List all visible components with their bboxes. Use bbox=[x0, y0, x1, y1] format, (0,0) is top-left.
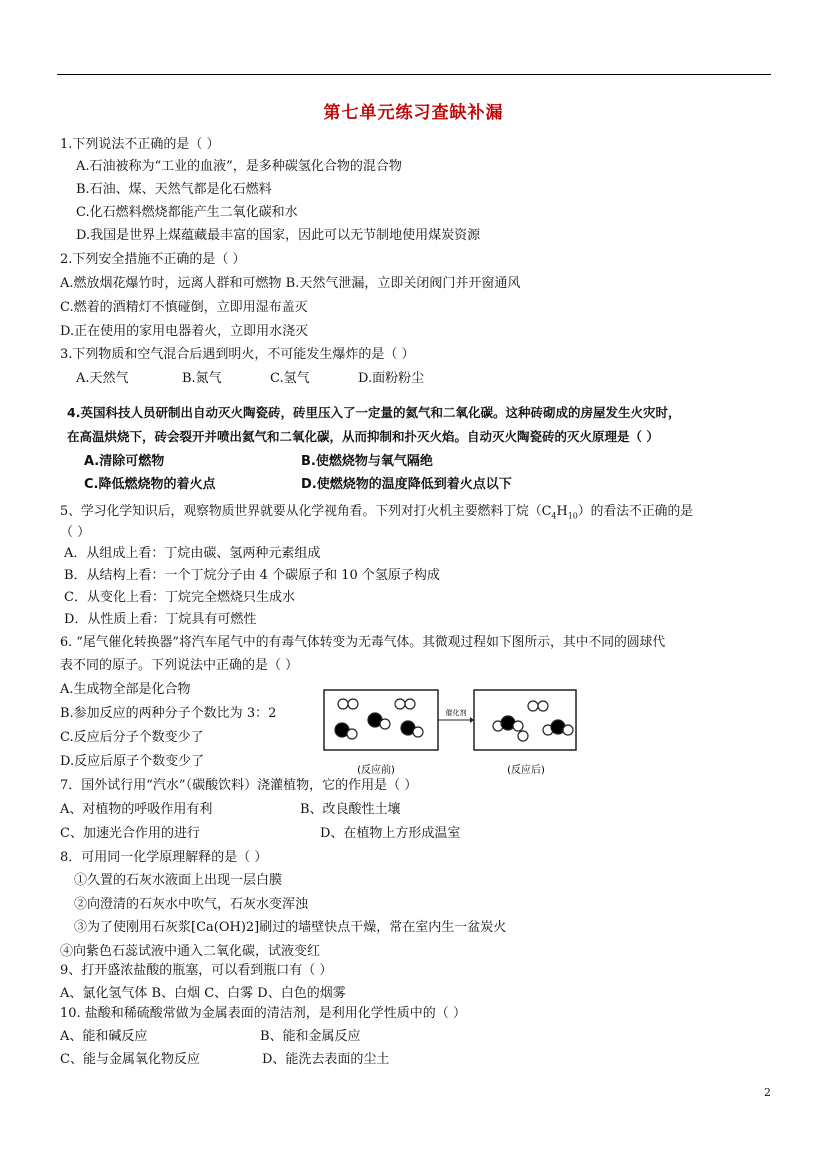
q1-option-b: B.石油、煤、天然气都是化石燃料 bbox=[76, 182, 272, 197]
q5-stem-pre: 5、学习化学知识后，观察物质世界就要从化学视角看。下列对打火机主要燃料丁烷（C bbox=[60, 504, 552, 519]
q10-option-a: A、能和碱反应 bbox=[60, 1029, 148, 1044]
q10-option-b: B、能和金属反应 bbox=[260, 1029, 361, 1044]
q4-option-a: A.清除可燃物 bbox=[84, 454, 165, 469]
q10-option-c: C、能与金属氧化物反应 bbox=[60, 1052, 200, 1067]
q7-stem: 7．国外试行用“汽水”（碳酸饮料）浇灌植物，它的作用是（ ） bbox=[60, 778, 418, 793]
q3-option-a: A.天然气 bbox=[76, 371, 129, 386]
q2-option-d: D.正在使用的家用电器着火，立即用水浇灭 bbox=[60, 324, 309, 339]
q3-option-b: B.氮气 bbox=[182, 371, 222, 386]
q7-option-a: A、对植物的呼吸作用有利 bbox=[60, 802, 213, 817]
reaction-diagram bbox=[320, 686, 582, 778]
page-title: 第七单元练习查缺补漏 bbox=[323, 103, 504, 123]
q9-stem: 9、打开盛浓盐酸的瓶塞，可以看到瓶口有（ ） bbox=[60, 963, 333, 978]
q4-option-d: D.使燃烧物的温度降低到着火点以下 bbox=[301, 477, 512, 492]
q9-options: A、氯化氢气体 B、白烟 C、白雾 D、白色的烟雾 bbox=[60, 986, 346, 1001]
q6-stem-line1: 6. “尾气催化转换器”将汽车尾气中的有毒气体转变为无毒气体。其微观过程如下图所示，其中不同的圆球代 bbox=[60, 635, 666, 650]
q2-stem: 2.下列安全措施不正确的是（ ） bbox=[60, 252, 246, 267]
q5-option-a: A．从组成上看：丁烷由碳、氢两种元素组成 bbox=[64, 546, 321, 561]
q1-option-a: A.石油被称为“工业的血液”，是多种碳氢化合物的混合物 bbox=[76, 159, 402, 174]
q8-item-3: ③为了使刚用石灰浆[Ca(OH)2]刷过的墙壁快点干燥，常在室内生一盆炭火 bbox=[74, 920, 507, 935]
q10-option-d: D、能洗去表面的尘土 bbox=[262, 1052, 390, 1067]
page-number: 2 bbox=[764, 1086, 771, 1099]
q3-option-d: D.面粉粉尘 bbox=[358, 371, 425, 386]
q6-option-a: A.生成物全部是化合物 bbox=[60, 682, 191, 697]
q6-option-b: B.参加反应的两种分子个数比为 3：2 bbox=[60, 706, 277, 721]
q2-option-c: C.燃着的酒精灯不慎碰倒，立即用湿布盖灭 bbox=[60, 300, 308, 315]
q5-stem-h: H bbox=[556, 504, 568, 519]
q4-stem-line1: 4.英国科技人员研制出自动灭火陶瓷砖，砖里压入了一定量的氦气和二氧化碳。这种砖砌成的房屋发生火灾时， bbox=[67, 405, 681, 420]
q3-option-c: C.氢气 bbox=[270, 371, 310, 386]
q5-sub-4: 4 bbox=[551, 511, 557, 521]
q6-stem-line2: 表不同的原子。下列说法中正确的是（ ） bbox=[60, 658, 299, 673]
before-caption: (反应前) bbox=[357, 765, 395, 776]
q5-option-c: C．从变化上看：丁烷完全燃烧只生成水 bbox=[64, 590, 295, 605]
q8-item-2: ②向澄清的石灰水中吹气，石灰水变浑浊 bbox=[74, 897, 309, 912]
q5-sub-10: 10 bbox=[567, 511, 578, 521]
q5-option-b: B．从结构上看：一个丁烷分子由 4 个碳原子和 10 个氢原子构成 bbox=[64, 568, 440, 583]
q8-item-4: ④向紫色石蕊试液中通入二氧化碳，试液变红 bbox=[60, 944, 321, 959]
q7-option-b: B、改良酸性土壤 bbox=[300, 802, 401, 817]
q4-option-b: B.使燃烧物与氧气隔绝 bbox=[301, 454, 433, 469]
q4-option-c: C.降低燃烧物的着火点 bbox=[84, 477, 216, 492]
q4-stem-line2: 在高温烘烧下，砖会裂开并喷出氦气和二氧化碳，从而抑制和扑灭火焰。自动灭火陶瓷砖的灭火原理是（ ） bbox=[67, 429, 659, 444]
q6-option-c: C.反应后分子个数变少了 bbox=[60, 730, 204, 745]
q1-stem: 1.下列说法不正确的是（ ） bbox=[60, 137, 220, 152]
q1-option-d: D.我国是世界上煤蕴藏最丰富的国家，因此可以无节制地使用煤炭资源 bbox=[76, 228, 481, 243]
q8-item-1: ①久置的石灰水液面上出现一层白膜 bbox=[74, 873, 283, 888]
q5-stem-post: ）的看法不正确的是 bbox=[577, 504, 694, 519]
after-caption: (反应后) bbox=[507, 765, 545, 776]
catalyst-label: 催化剂 bbox=[445, 709, 467, 717]
header-rule bbox=[57, 74, 771, 75]
q6-option-d: D.反应后原子个数变少了 bbox=[60, 754, 205, 769]
q7-option-c: C、加速光合作用的进行 bbox=[60, 826, 200, 841]
q5-stem bbox=[60, 503, 693, 526]
q7-option-d: D、在植物上方形成温室 bbox=[320, 826, 461, 841]
q3-stem: 3.下列物质和空气混合后遇到明火，不可能发生爆炸的是（ ） bbox=[60, 347, 415, 362]
q5-paren: （ ） bbox=[60, 525, 91, 540]
q1-option-c: C.化石燃料燃烧都能产生二氧化碳和水 bbox=[76, 205, 298, 220]
q2-option-ab: A.燃放烟花爆竹时，远离人群和可燃物 B.天然气泄漏，立即关闭阀门并开窗通风 bbox=[60, 276, 521, 291]
q8-stem: 8．可用同一化学原理解释的是（ ） bbox=[60, 850, 268, 865]
q10-stem: 10. 盐酸和稀硫酸常做为金属表面的清洁剂，是利用化学性质中的（ ） bbox=[60, 1006, 466, 1021]
q5-option-d: D．从性质上看：丁烷具有可燃性 bbox=[64, 612, 257, 627]
